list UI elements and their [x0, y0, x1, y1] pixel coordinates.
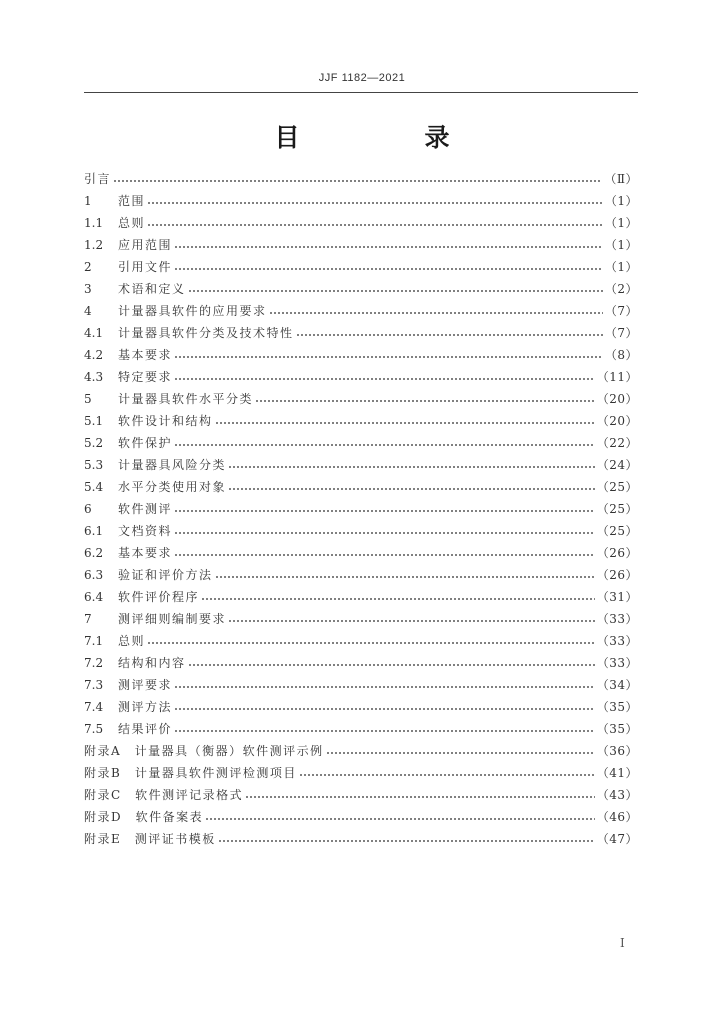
toc-entry-label: 附录B 计量器具软件测评检测项目	[84, 766, 297, 780]
toc-entry-number: 7.5	[84, 722, 104, 736]
toc-entry-page: （26）	[596, 568, 638, 582]
toc-entry[interactable]	[84, 762, 638, 784]
dot-leader	[188, 657, 595, 667]
toc-entry-number: 4.2	[84, 348, 104, 362]
toc-entry-label: 验证和评价方法	[118, 568, 213, 582]
toc-entry-page: （2）	[604, 282, 638, 296]
toc-entry[interactable]	[84, 234, 638, 256]
toc-entry-page: （7）	[604, 304, 638, 318]
toc-entry-page: （25）	[596, 502, 638, 516]
toc-entry[interactable]	[84, 718, 638, 740]
dot-leader	[228, 481, 595, 491]
toc-entry-number: 2	[84, 260, 92, 274]
dot-leader	[228, 613, 595, 623]
toc-entry-label: 总则	[118, 216, 146, 230]
toc-entry[interactable]	[84, 168, 638, 190]
toc-entry[interactable]	[84, 608, 638, 630]
dot-leader	[147, 195, 603, 205]
dot-leader	[174, 371, 595, 381]
toc-entry-number: 5.3	[84, 458, 104, 472]
dot-leader	[147, 635, 595, 645]
toc-entry-page: （31）	[596, 590, 638, 604]
toc-entry-number: 1.2	[84, 238, 104, 252]
toc-entry-page: （25）	[596, 480, 638, 494]
toc-entry[interactable]	[84, 630, 638, 652]
dot-leader	[269, 305, 603, 315]
toc-entry-label: 计量器具风险分类	[118, 458, 227, 472]
toc-entry-number: 5	[84, 392, 92, 406]
toc-entry-label: 附录D 软件备案表	[84, 810, 204, 824]
dot-leader	[174, 503, 595, 513]
toc-entry-number: 6.4	[84, 590, 104, 604]
toc-entry-page: （41）	[596, 766, 638, 780]
toc-entry[interactable]	[84, 476, 638, 498]
toc-entry[interactable]	[84, 520, 638, 542]
toc-entry-page: （7）	[604, 326, 638, 340]
toc-entry-number: 7.4	[84, 700, 104, 714]
toc-entry-page: （22）	[596, 436, 638, 450]
toc-entry-label: 软件设计和结构	[118, 414, 213, 428]
toc-entry-number: 7.1	[84, 634, 104, 648]
toc-entry[interactable]	[84, 828, 638, 850]
toc-entry-number: 7.2	[84, 656, 104, 670]
table-of-contents	[84, 168, 638, 850]
toc-entry-page: （Ⅱ）	[604, 172, 638, 186]
toc-entry-number: 5.4	[84, 480, 104, 494]
toc-entry-page: （33）	[596, 612, 638, 626]
toc-entry[interactable]	[84, 190, 638, 212]
toc-entry-page: （20）	[596, 392, 638, 406]
toc-entry-number: 6.1	[84, 524, 104, 538]
toc-entry-label: 测评细则编制要求	[118, 612, 227, 626]
toc-entry[interactable]	[84, 542, 638, 564]
dot-leader	[215, 569, 595, 579]
toc-entry[interactable]	[84, 278, 638, 300]
toc-entry-label: 附录C 软件测评记录格式	[84, 788, 244, 802]
toc-entry-page: （33）	[596, 634, 638, 648]
toc-entry-page: （35）	[596, 700, 638, 714]
toc-entry-number: 1.1	[84, 216, 104, 230]
dot-leader	[113, 173, 602, 183]
toc-entry[interactable]	[84, 564, 638, 586]
toc-entry-page: （1）	[604, 238, 638, 252]
toc-entry-number: 3	[84, 282, 92, 296]
dot-leader	[188, 283, 603, 293]
toc-entry-label: 结果评价	[118, 722, 173, 736]
page-title: 目 录	[274, 123, 500, 152]
toc-entry-label: 总则	[118, 634, 146, 648]
toc-entry-label: 特定要求	[118, 370, 173, 384]
toc-entry-page: （1）	[604, 216, 638, 230]
toc-entry-page: （11）	[596, 370, 638, 384]
toc-entry-label: 术语和定义	[118, 282, 186, 296]
toc-entry[interactable]	[84, 300, 638, 322]
dot-leader	[228, 459, 595, 469]
dot-leader	[205, 811, 595, 821]
toc-entry[interactable]	[84, 410, 638, 432]
toc-entry[interactable]	[84, 740, 638, 762]
toc-entry-page: （26）	[596, 546, 638, 560]
dot-leader	[174, 547, 595, 557]
toc-entry-label: 测评方法	[118, 700, 173, 714]
toc-entry-page: （1）	[604, 260, 638, 274]
toc-entry[interactable]	[84, 322, 638, 344]
toc-entry-page: （46）	[596, 810, 638, 824]
toc-entry-label: 范围	[118, 194, 146, 208]
dot-leader	[296, 327, 603, 337]
toc-entry[interactable]	[84, 586, 638, 608]
toc-entry-page: （1）	[604, 194, 638, 208]
toc-entry-page: （35）	[596, 722, 638, 736]
toc-entry-label: 水平分类使用对象	[118, 480, 227, 494]
toc-entry-label: 附录E 测评证书模板	[84, 832, 216, 846]
dot-leader	[255, 393, 595, 403]
toc-entry-number: 6.3	[84, 568, 104, 582]
toc-entry-label: 软件保护	[118, 436, 173, 450]
toc-entry[interactable]	[84, 344, 638, 366]
toc-entry[interactable]	[84, 256, 638, 278]
toc-entry-label: 引用文件	[118, 260, 173, 274]
toc-entry-number: 6.2	[84, 546, 104, 560]
toc-entry-page: （36）	[596, 744, 638, 758]
toc-entry-number: 4.1	[84, 326, 104, 340]
toc-entry-number: 4	[84, 304, 92, 318]
dot-leader	[215, 415, 595, 425]
toc-entry-number: 7.3	[84, 678, 104, 692]
toc-entry-label: 基本要求	[118, 348, 173, 362]
dot-leader	[174, 261, 603, 271]
toc-entry-page: （24）	[596, 458, 638, 472]
toc-entry-page: （47）	[596, 832, 638, 846]
toc-entry-page: （43）	[596, 788, 638, 802]
toc-entry-label: 软件评价程序	[118, 590, 200, 604]
dot-leader	[174, 349, 603, 359]
header-rule	[84, 92, 638, 93]
toc-entry-number: 5.1	[84, 414, 104, 428]
toc-entry[interactable]	[84, 388, 638, 410]
toc-entry[interactable]	[84, 454, 638, 476]
toc-entry-page: （20）	[596, 414, 638, 428]
toc-entry-label: 附录A 计量器具（衡器）软件测评示例	[84, 744, 324, 758]
dot-leader	[147, 217, 603, 227]
toc-entry[interactable]	[84, 784, 638, 806]
toc-entry-label: 计量器具软件分类及技术特性	[118, 326, 294, 340]
toc-entry-label: 计量器具软件水平分类	[118, 392, 254, 406]
toc-entry-number: 4.3	[84, 370, 104, 384]
toc-entry[interactable]	[84, 212, 638, 234]
dot-leader	[174, 239, 603, 249]
toc-entry-label: 结构和内容	[118, 656, 186, 670]
dot-leader	[174, 701, 595, 711]
toc-entry-page: （34）	[596, 678, 638, 692]
toc-entry[interactable]	[84, 652, 638, 674]
toc-entry-number: 5.2	[84, 436, 104, 450]
toc-entry-page: （25）	[596, 524, 638, 538]
toc-entry[interactable]	[84, 366, 638, 388]
toc-entry-label: 计量器具软件的应用要求	[118, 304, 267, 318]
dot-leader	[218, 833, 595, 843]
toc-entry-page: （8）	[604, 348, 638, 362]
toc-entry-number: 7	[84, 612, 92, 626]
toc-entry-label: 测评要求	[118, 678, 173, 692]
toc-entry[interactable]	[84, 498, 638, 520]
dot-leader	[174, 525, 595, 535]
toc-entry-page: （33）	[596, 656, 638, 670]
dot-leader	[174, 437, 595, 447]
toc-entry-label: 文档资料	[118, 524, 173, 538]
page-number: Ⅰ	[620, 936, 625, 950]
toc-entry[interactable]	[84, 674, 638, 696]
toc-entry-label: 基本要求	[118, 546, 173, 560]
document-code: JJF 1182—2021	[318, 72, 406, 84]
dot-leader	[201, 591, 595, 601]
dot-leader	[299, 767, 595, 777]
dot-leader	[326, 745, 595, 755]
toc-entry-label: 应用范围	[118, 238, 173, 252]
dot-leader	[174, 723, 595, 733]
dot-leader	[245, 789, 595, 799]
toc-entry-number: 6	[84, 502, 92, 516]
dot-leader	[174, 679, 595, 689]
toc-entry-label: 软件测评	[118, 502, 173, 516]
toc-entry[interactable]	[84, 696, 638, 718]
toc-entry-label: 引言	[84, 172, 112, 186]
toc-entry[interactable]	[84, 432, 638, 454]
toc-entry[interactable]	[84, 806, 638, 828]
toc-entry-number: 1	[84, 194, 92, 208]
